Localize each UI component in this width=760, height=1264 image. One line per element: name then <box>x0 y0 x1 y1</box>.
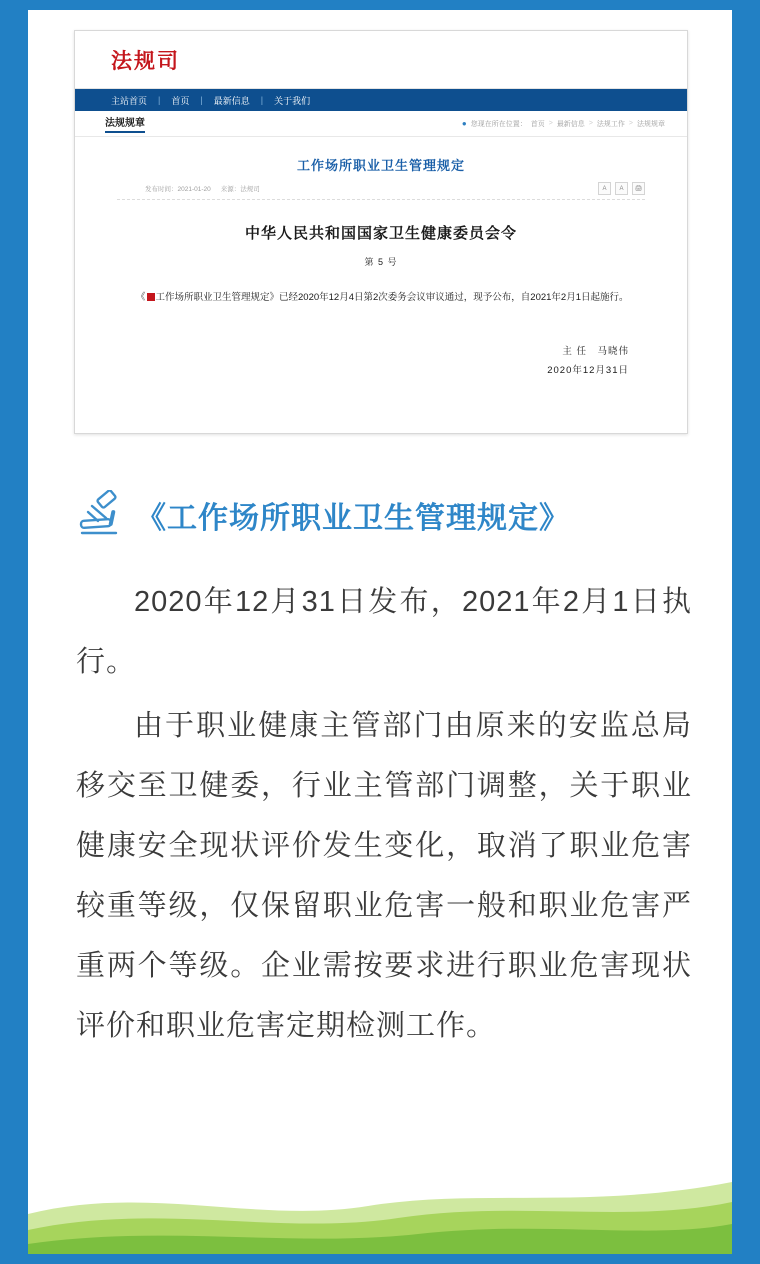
gavel-icon <box>76 490 132 540</box>
nav-separator: | <box>260 95 264 105</box>
location-pin-icon: ● <box>461 119 467 128</box>
website-screenshot <box>74 30 688 434</box>
signature-date: 2020年12月31日 <box>547 365 629 376</box>
signature-name: 主 任 马晓伟 <box>562 346 629 357</box>
printer-icon[interactable]: 🖨 <box>632 182 645 195</box>
document-meta <box>117 184 645 200</box>
meta-left <box>117 184 260 193</box>
meta-tools <box>598 182 645 195</box>
nav-item-latest[interactable]: 最新信息 <box>213 95 250 106</box>
decree-heading: 中华人民共和国国家卫生健康委员会令 <box>244 226 517 242</box>
grass-decoration <box>28 1144 732 1254</box>
font-size-small-button[interactable]: A <box>598 182 611 195</box>
decree-paragraph-text: 《 工作场所职业卫生管理规定》已经2020年12月4日第2次委务会议审议通过，现予公布，自2021年2月1日起施行。 <box>136 292 629 303</box>
nav-separator: | <box>200 95 203 105</box>
site-logo: 法规司 <box>111 49 180 73</box>
section-title: 法规规章 <box>105 114 145 133</box>
breadcrumb <box>462 119 665 129</box>
document-title: 工作场所职业卫生管理规定 <box>296 158 465 173</box>
publish-time: 发布时间：2021-01-20 <box>145 186 211 193</box>
nav-separator: | <box>158 95 161 105</box>
content-card <box>28 10 732 1254</box>
nav-item-home[interactable]: 首页 <box>171 95 190 106</box>
breadcrumb-separator: > <box>548 120 553 127</box>
nav-item-about[interactable]: 关于我们 <box>274 95 311 106</box>
nav-item-main-home[interactable]: 主站首页 <box>111 95 148 106</box>
breadcrumb-item-home[interactable]: 首页 <box>530 120 545 128</box>
paragraph-1: 2020年12月31日发布，2021年2月1日执行。 <box>76 586 692 678</box>
source: 来源：法规司 <box>220 186 260 193</box>
site-nav[interactable] <box>75 89 687 111</box>
breadcrumb-separator: > <box>628 120 633 127</box>
site-header <box>75 31 687 89</box>
breadcrumb-bar <box>75 111 687 137</box>
breadcrumb-separator: > <box>588 120 593 127</box>
article-heading <box>76 490 570 540</box>
document-body <box>75 137 687 380</box>
font-size-large-button[interactable]: A <box>615 182 628 195</box>
article-title: 《工作场所职业卫生管理规定》 <box>136 502 570 535</box>
paragraph-2: 由于职业健康主管部门由原来的安监总局移交至卫健委，行业主管部门调整，关于职业健康安全现状评价发生变化，取消了职业危害较重等级，仅保留职业危害一般和职业危害严重两个等级。企业需按要求进行职业危害现状评价和职业危害定期检测工作。 <box>76 710 692 1042</box>
breadcrumb-location-label: 您现在所在位置： <box>470 120 527 128</box>
breadcrumb-item-regwork[interactable]: 法规工作 <box>596 120 625 128</box>
breadcrumb-item-latest[interactable]: 最新信息 <box>556 120 585 128</box>
article-content <box>76 572 692 1056</box>
decree-paragraph <box>117 288 645 308</box>
decree-signature <box>117 342 645 380</box>
decree-number: 第 5 号 <box>364 257 398 267</box>
breadcrumb-item-regulations: 法规规章 <box>637 120 665 128</box>
